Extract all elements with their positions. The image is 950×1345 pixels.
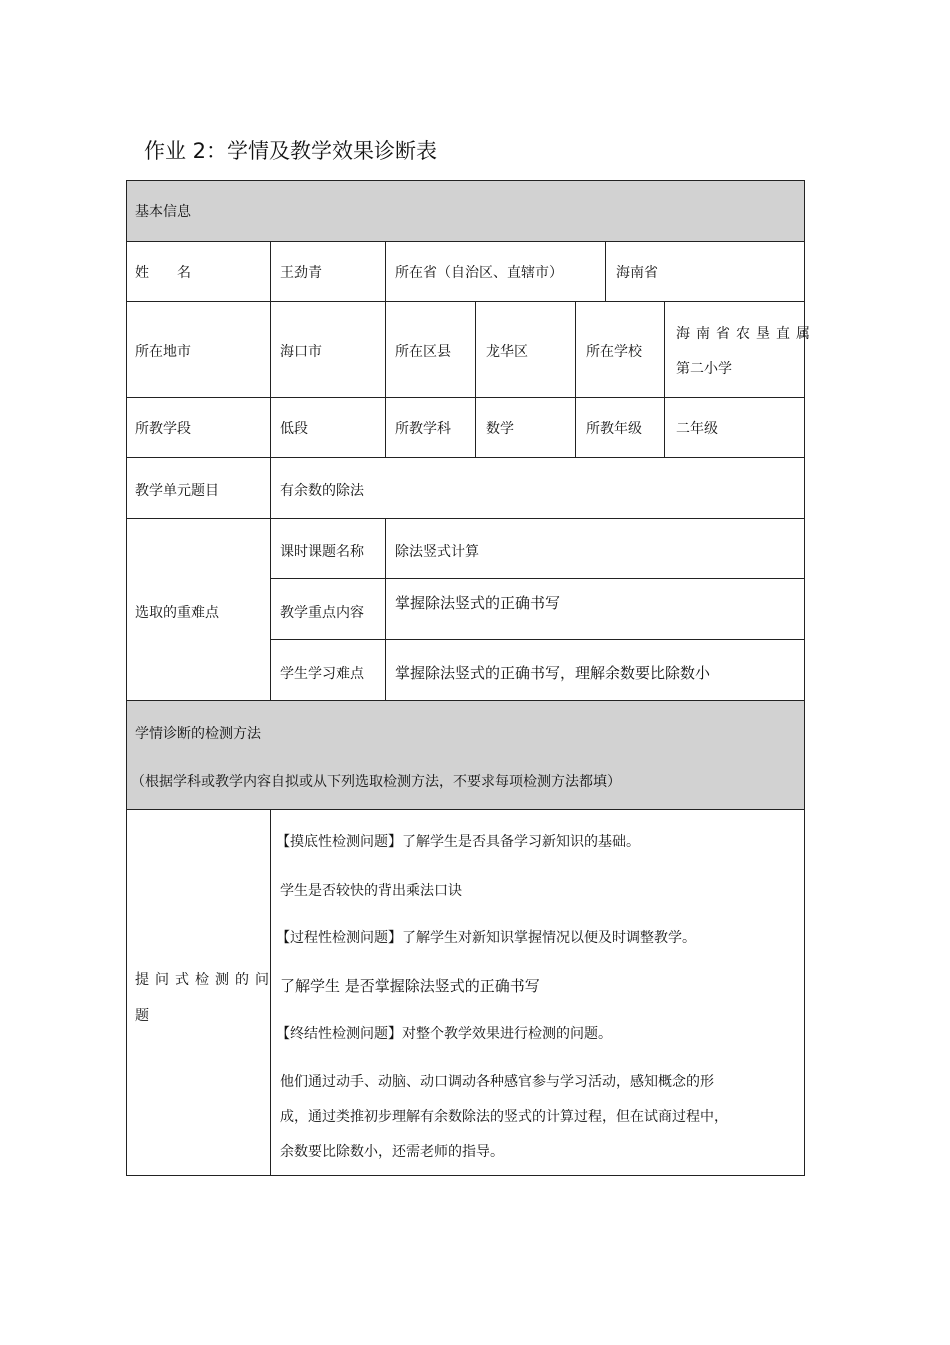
county-value: 龙华区: [486, 344, 528, 360]
subject-value: 数学: [486, 421, 514, 437]
baseline-question-heading: 【摸底性检测问题】了解学生是否具备学习新知识的基础。: [276, 834, 640, 850]
subject-label: 所教学科: [395, 421, 451, 437]
stage-value: 低段: [280, 421, 308, 437]
question-label-line-1: 提问式检测的问: [135, 972, 275, 988]
method-heading: 学情诊断的检测方法: [135, 726, 261, 742]
name-label: 姓 名: [135, 265, 191, 281]
method-note: （根据学科或教学内容自拟或从下列选取检测方法，不要求每项检测方法都填）: [131, 774, 621, 790]
stage-label: 所教学段: [135, 421, 191, 437]
province-value: 海南省: [616, 265, 658, 281]
focus-value: 掌握除法竖式的正确书写: [395, 594, 561, 612]
final-question-body-line-1: 他们通过动手、动脑、动口调动各种感官参与学习活动，感知概念的形: [280, 1074, 714, 1090]
school-value-line-2: 第二小学: [676, 361, 732, 377]
difficulty-value: 掌握除法竖式的正确书写，理解余数要比除数小: [395, 664, 711, 682]
county-label: 所在区县: [395, 344, 451, 360]
baseline-question-body: 学生是否较快的背出乘法口诀: [280, 883, 462, 899]
process-question-heading: 【过程性检测问题】了解学生对新知识掌握情况以便及时调整教学。: [276, 930, 696, 946]
lesson-label: 课时课题名称: [280, 544, 364, 560]
unit-value: 有余数的除法: [280, 483, 364, 499]
final-question-body-line-2: 成，通过类推初步理解有余数除法的竖式的计算过程，但在试商过程中，: [280, 1109, 728, 1125]
basic-info-band: [127, 181, 804, 241]
name-value: 王劲青: [280, 265, 322, 281]
difficulty-label: 学生学习难点: [280, 666, 364, 682]
grade-label: 所教年级: [586, 421, 642, 437]
basic-info-heading: 基本信息: [135, 204, 191, 220]
page-title: 作业 2：学情及教学效果诊断表: [144, 139, 438, 163]
province-label: 所在省（自治区、直辖市）: [395, 265, 563, 281]
grade-value: 二年级: [676, 421, 718, 437]
school-value-line-1: 海南省农垦直属: [676, 326, 816, 342]
question-label-line-2: 题: [135, 1008, 149, 1024]
method-band: [127, 701, 804, 809]
focus-label: 教学重点内容: [280, 605, 364, 621]
school-label: 所在学校: [586, 344, 642, 360]
key-points-label: 选取的重难点: [135, 605, 219, 621]
unit-label: 教学单元题目: [135, 483, 219, 499]
lesson-value: 除法竖式计算: [395, 544, 479, 560]
city-value: 海口市: [280, 344, 322, 360]
city-label: 所在地市: [135, 344, 191, 360]
final-question-body-line-3: 余数要比除数小，还需老师的指导。: [280, 1144, 504, 1160]
process-question-body: 了解学生 是否掌握除法竖式的正确书写: [280, 977, 540, 995]
final-question-heading: 【终结性检测问题】对整个教学效果进行检测的问题。: [276, 1026, 612, 1042]
